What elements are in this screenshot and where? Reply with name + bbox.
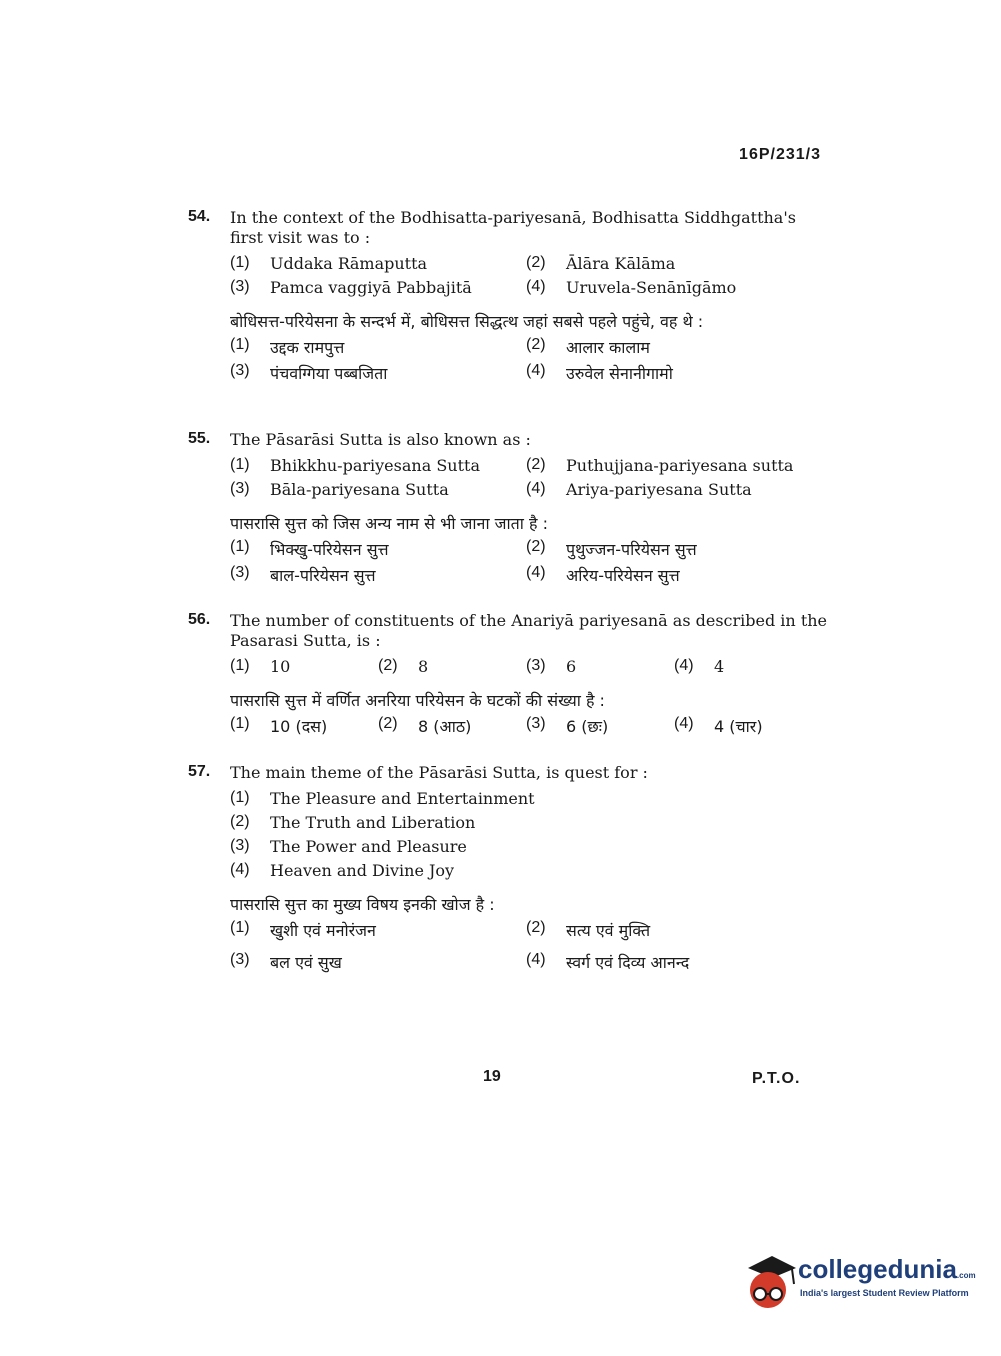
options-english — [230, 789, 828, 880]
question-number: 55. — [188, 430, 211, 447]
question-text-hindi: पासरासि सुत्त को जिस अन्य नाम से भी जाना जाता है : — [230, 514, 549, 533]
question-number: 54. — [188, 208, 211, 225]
question-55 — [188, 430, 828, 586]
option: (4) Uruvela-Senānīgāmo — [526, 278, 737, 297]
option: (1) Uddaka Rāmaputta — [230, 254, 428, 273]
options-hindi — [230, 336, 828, 384]
question-text: The Pāsarāsi Sutta is also known as : — [230, 430, 531, 449]
collegedunia-watermark: collegedunia.com India's largest Student Review Platform — [742, 1252, 972, 1312]
option: (1) खुशी एवं मनोरंजन — [230, 919, 376, 940]
option: (3) पंचवग्गिया पब्बजिता — [230, 362, 388, 383]
question-56 — [188, 611, 828, 737]
option: (4) Ariya-pariyesana Sutta — [526, 480, 752, 499]
option: (3) बल एवं सुख — [230, 951, 342, 972]
question-54 — [188, 208, 828, 384]
option: (3) Bāla-pariyesana Sutta — [230, 480, 449, 499]
question-text-hindi: पासरासि सुत्त में वर्णित अनरिया परियेसन के घटकों की संख्या है : — [230, 691, 605, 710]
option: (4) Heaven and Divine Joy — [230, 861, 455, 880]
option: (3) बाल-परियेसन सुत्त — [230, 564, 376, 585]
option: (2) 8 (आठ) — [378, 715, 472, 736]
option: (3) 6 — [526, 657, 577, 676]
option: (1) 10 (दस) — [230, 715, 328, 736]
question-number: 56. — [188, 611, 211, 628]
options-hindi — [230, 538, 828, 586]
option: (2) सत्य एवं मुक्ति — [526, 919, 651, 940]
option: (1) उद्दक रामपुत्त — [230, 336, 345, 357]
paper-code: 16P/231/3 — [739, 146, 821, 163]
question-text: The main theme of the Pāsarāsi Sutta, is quest for : — [230, 763, 648, 782]
option: (2) The Truth and Liberation — [230, 813, 476, 832]
option: (2) Puthujjana-pariyesana sutta — [526, 456, 794, 475]
options-hindi — [230, 919, 828, 973]
question-57 — [188, 763, 828, 973]
option: (4) अरिय-परियेसन सुत्त — [526, 564, 680, 585]
option: (1) Bhikkhu-pariyesana Sutta — [230, 456, 480, 475]
option: (3) 6 (छः) — [526, 715, 609, 736]
options-english — [230, 657, 828, 676]
option: (2) पुथुज्जन-परियेसन सुत्त — [526, 538, 697, 559]
question-text-hindi: बोधिसत्त-परियेसना के सन्दर्भ में, बोधिसत्त सिद्धत्थ जहां सबसे पहले पहुंचे, वह थे : — [230, 312, 704, 331]
option: (3) Pamca vaggiyā Pabbajitā — [230, 278, 472, 297]
option: (4) 4 (चार) — [674, 715, 763, 736]
options-english — [230, 254, 828, 297]
question-number: 57. — [188, 763, 211, 780]
question-text: In the context of the Bodhisatta-pariyesanā, Bodhisatta Siddhgattha's first visit was to : — [230, 208, 796, 247]
option: (1) 10 — [230, 657, 291, 676]
mascot-icon — [742, 1252, 798, 1312]
options-hindi — [230, 715, 828, 737]
question-text-hindi: पासरासि सुत्त का मुख्य विषय इनकी खोज है : — [230, 895, 495, 914]
option: (1) The Pleasure and Entertainment — [230, 789, 535, 808]
pto-label: P.T.O. — [752, 1070, 801, 1087]
option: (4) स्वर्ग एवं दिव्य आनन्द — [526, 951, 690, 972]
options-english — [230, 456, 828, 499]
option: (2) 8 — [378, 657, 429, 676]
option: (2) आलार कालाम — [526, 336, 650, 357]
question-text: The number of constituents of the Anariyā pariyesanā as described in the Pasarasi Sutta, is : — [230, 611, 828, 650]
option: (2) Ālāra Kālāma — [526, 254, 676, 273]
option: (3) The Power and Pleasure — [230, 837, 467, 856]
option: (4) उरुवेल सेनानीगामो — [526, 362, 673, 383]
option: (1) भिक्खु-परियेसन सुत्त — [230, 538, 389, 559]
page-number: 19 — [483, 1068, 501, 1085]
option: (4) 4 — [674, 657, 725, 676]
